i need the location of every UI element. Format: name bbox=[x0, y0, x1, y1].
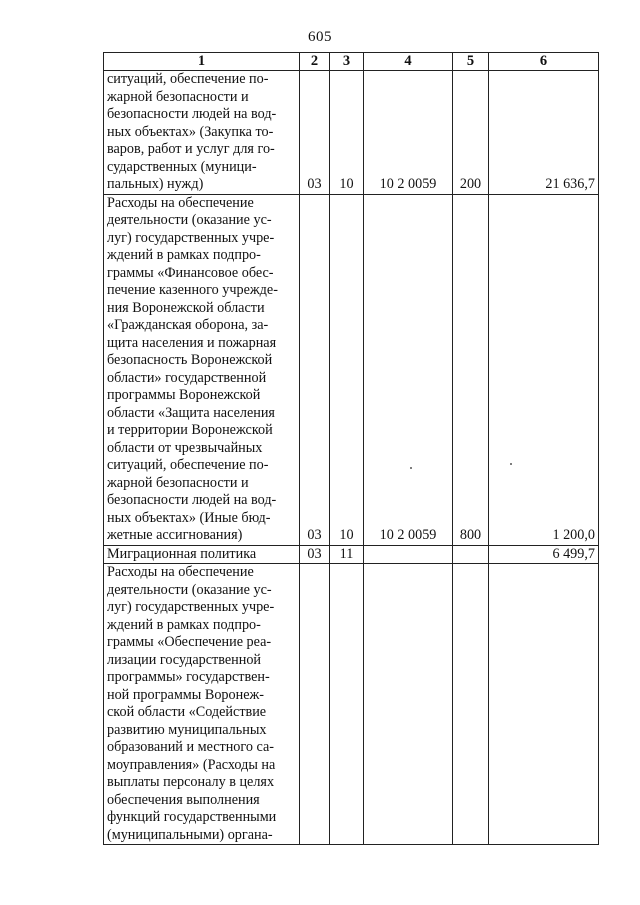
page-number: 605 bbox=[308, 29, 332, 45]
description-text: Миграционная политика bbox=[107, 545, 257, 562]
row-csr: 10 2 0059 bbox=[364, 71, 453, 195]
row-vr bbox=[453, 545, 489, 564]
row-rz bbox=[300, 564, 330, 845]
row-rz: 03 bbox=[300, 71, 330, 195]
row-pr bbox=[330, 564, 364, 845]
row-vr bbox=[453, 564, 489, 845]
table-row bbox=[104, 545, 599, 564]
scan-speck bbox=[510, 463, 512, 465]
table-row bbox=[104, 564, 599, 845]
description-text: Расходы на обеспечение деятельности (оказание ус- луг) государственных учре- ждений в рамках подпро- граммы «Обеспечение реа- лизации государственной программы» государствен- ной программы Воронеж- ской области «Содействие развитию муниципальных образований и местного са- моуправления» (Расходы на выплаты персоналу в целях обеспечения выполнения функций государственными (муниципальными) органа- bbox=[107, 564, 277, 843]
row-description bbox=[104, 545, 300, 564]
row-rz: 03 bbox=[300, 194, 330, 545]
header-col-5: 5 bbox=[453, 53, 489, 71]
row-amount: 1 200,0 bbox=[489, 194, 599, 545]
row-description bbox=[104, 71, 300, 195]
header-col-4: 4 bbox=[364, 53, 453, 71]
row-csr bbox=[364, 564, 453, 845]
budget-table bbox=[103, 52, 599, 845]
description-text: ситуаций, обеспечение по- жарной безопасности и безопасности людей на вод- ных объектах» (Закупка то- варов, работ и услуг для го- сударственных (муници- пальных) нужд) bbox=[107, 71, 277, 192]
row-description bbox=[104, 564, 300, 845]
header-col-1: 1 bbox=[104, 53, 300, 71]
description-text: Расходы на обеспечение деятельности (оказание ус- луг) государственных учре- ждений в рамках подпро- граммы «Финансовое обес- печение казенного учрежде- ния Воронежской области «Гражданская оборона, за- щита населения и пожарная безопасность Воронежской области» государственной программы Воронежской области «Защита населения и территории Воронежской области от чрезвычайных ситуаций, обеспечение по- жарной безопасности и безопасности людей на вод- ных объектах» (Иные бюд- жетные ассигнования) bbox=[107, 194, 278, 543]
row-amount bbox=[489, 564, 599, 845]
row-rz: 03 bbox=[300, 545, 330, 564]
header-col-2: 2 bbox=[300, 53, 330, 71]
scan-speck bbox=[410, 467, 412, 469]
row-description bbox=[104, 194, 300, 545]
header-col-3: 3 bbox=[330, 53, 364, 71]
header-row bbox=[104, 53, 599, 71]
row-vr: 200 bbox=[453, 71, 489, 195]
row-amount: 21 636,7 bbox=[489, 71, 599, 195]
row-csr: 10 2 0059 bbox=[364, 194, 453, 545]
table-row bbox=[104, 71, 599, 195]
row-vr: 800 bbox=[453, 194, 489, 545]
row-pr: 10 bbox=[330, 71, 364, 195]
row-pr: 11 bbox=[330, 545, 364, 564]
row-pr: 10 bbox=[330, 194, 364, 545]
table-row bbox=[104, 194, 599, 545]
header-col-6: 6 bbox=[489, 53, 599, 71]
row-csr bbox=[364, 545, 453, 564]
row-amount: 6 499,7 bbox=[489, 545, 599, 564]
